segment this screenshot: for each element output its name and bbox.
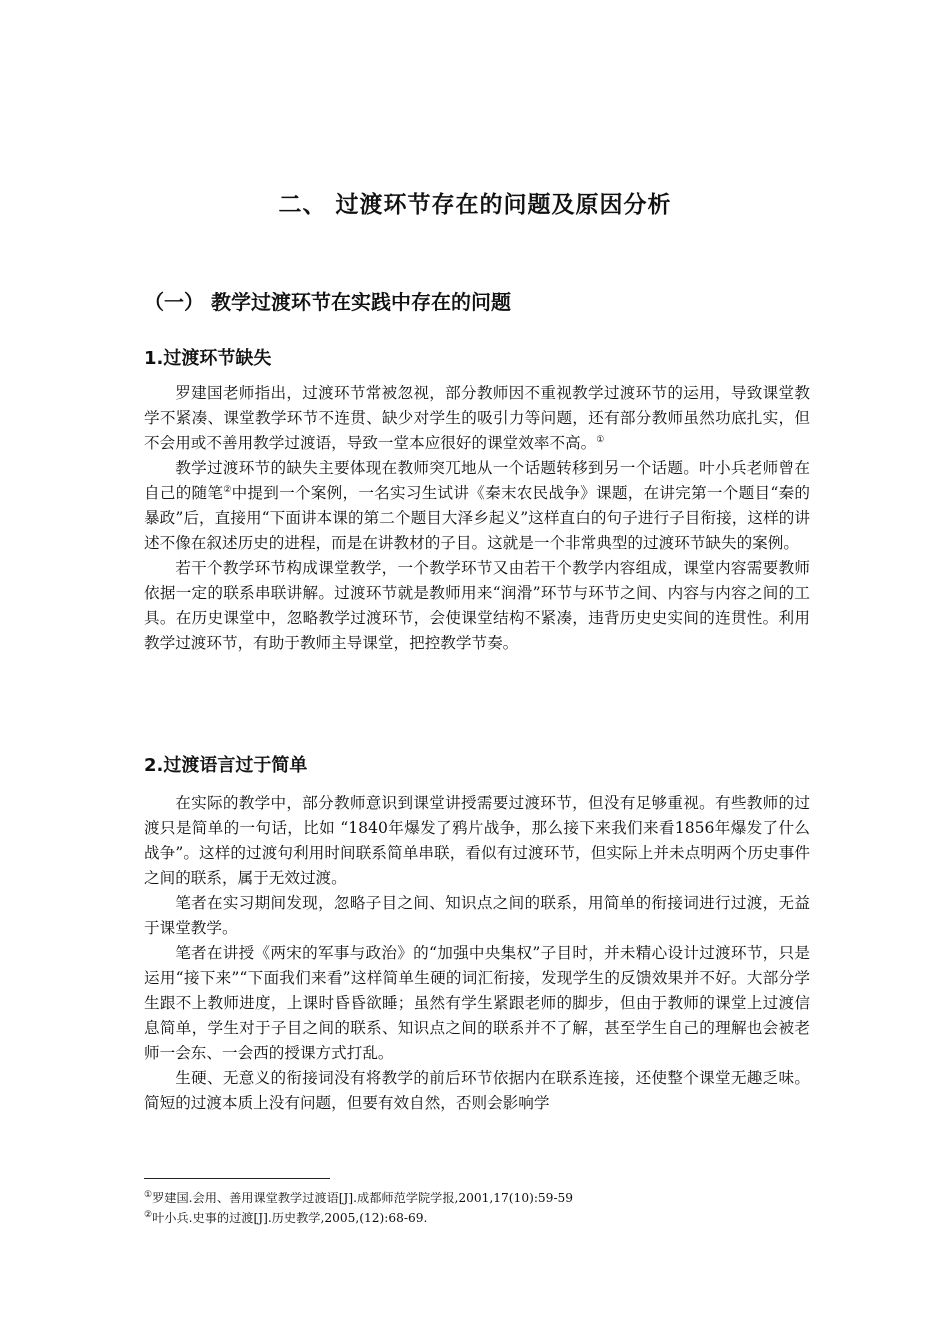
- subsection-title-1: 1.过渡环节缺失: [144, 348, 272, 369]
- paragraph: 在实际的教学中，部分教师意识到课堂讲授需要过渡环节，但没有足够重视。有些教师的过渡只是简单的一句话，比如 “1840年爆发了鸦片战争，那么接下来我们来看1856年爆发了什么战争”。这样的过渡句利用时间联系简单串联，看似有过渡环节，但实际上并未点明两个历史事件之间的联系，属于无效过渡。: [144, 794, 810, 887]
- paragraph: 教学过渡环节的缺失主要体现在教师突兀地从一个话题转移到另一个话题。叶小兵老师曾在自己的随笔②中提到一个案例，一名实习生试讲《秦末农民战争》课题，在讲完第一个题目“秦的暴政”后，直接用“下面讲本课的第二个题目大泽乡起义”这样直白的句子进行子目衔接，这样的讲述不像在叙述历史的进程，而是在讲教材的子目。这就是一个非常典型的过渡环节缺失的案例。: [144, 459, 810, 552]
- footnote-ref: ②: [223, 484, 232, 495]
- paragraph: 笔者在讲授《两宋的军事与政治》的“加强中央集权”子目时，并未精心设计过渡环节，只是运用“接下来”“下面我们来看”这样简单生硬的词汇衔接，发现学生的反馈效果并不好。大部分学生跟不上教师进度，上课时昏昏欲睡；虽然有学生紧跟老师的脚步，但由于教师的课堂上过渡信息简单，学生对于子目之间的联系、知识点之间的联系并不了解，甚至学生自己的理解也会被老师一会东、一会西的授课方式打乱。: [144, 944, 810, 1062]
- subsection-body-1: [144, 381, 810, 656]
- footnote-1: ①罗建国.会用、善用课堂教学过渡语[J].成都师范学院学报,2001,17(10):59-59: [144, 1189, 574, 1205]
- subsection-body-2: [144, 791, 810, 1116]
- footnote-divider: [144, 1178, 330, 1179]
- paragraph: 若干个教学环节构成课堂教学，一个教学环节又由若干个教学内容组成，课堂内容需要教师依据一定的联系串联讲解。过渡环节就是教师用来“润滑”环节与环节之间、内容与内容之间的工具。在历史课堂中，忽略教学过渡环节，会使课堂结构不紧凑，违背历史史实间的连贯性。利用教学过渡环节，有助于教师主导课堂，把控教学节奏。: [144, 559, 810, 652]
- footnote-2: ②叶小兵.史事的过渡[J].历史教学,2005,(12):68-69.: [144, 1209, 428, 1225]
- paragraph: 生硬、无意义的衔接词没有将教学的前后环节依据内在联系连接，还使整个课堂无趣乏味。简短的过渡本质上没有问题，但要有效自然，否则会影响学: [144, 1069, 810, 1112]
- paragraph: 笔者在实习期间发现，忽略子目之间、知识点之间的联系，用简单的衔接词进行过渡，无益于课堂教学。: [144, 894, 810, 937]
- footnotes: [144, 1188, 844, 1228]
- footnote-ref: ①: [596, 434, 605, 445]
- subsection-title-2: 2.过渡语言过于简单: [144, 755, 308, 776]
- chapter-title: 二、 过渡环节存在的问题及原因分析: [278, 192, 672, 218]
- section-title: （一） 教学过渡环节在实践中存在的问题: [144, 290, 511, 314]
- paragraph: 罗建国老师指出，过渡环节常被忽视，部分教师因不重视教学过渡环节的运用，导致课堂教学不紧凑、课堂教学环节不连贯、缺少对学生的吸引力等问题，还有部分教师虽然功底扎实，但不会用或不善用教学过渡语，导致一堂本应很好的课堂效率不高。①: [144, 384, 810, 452]
